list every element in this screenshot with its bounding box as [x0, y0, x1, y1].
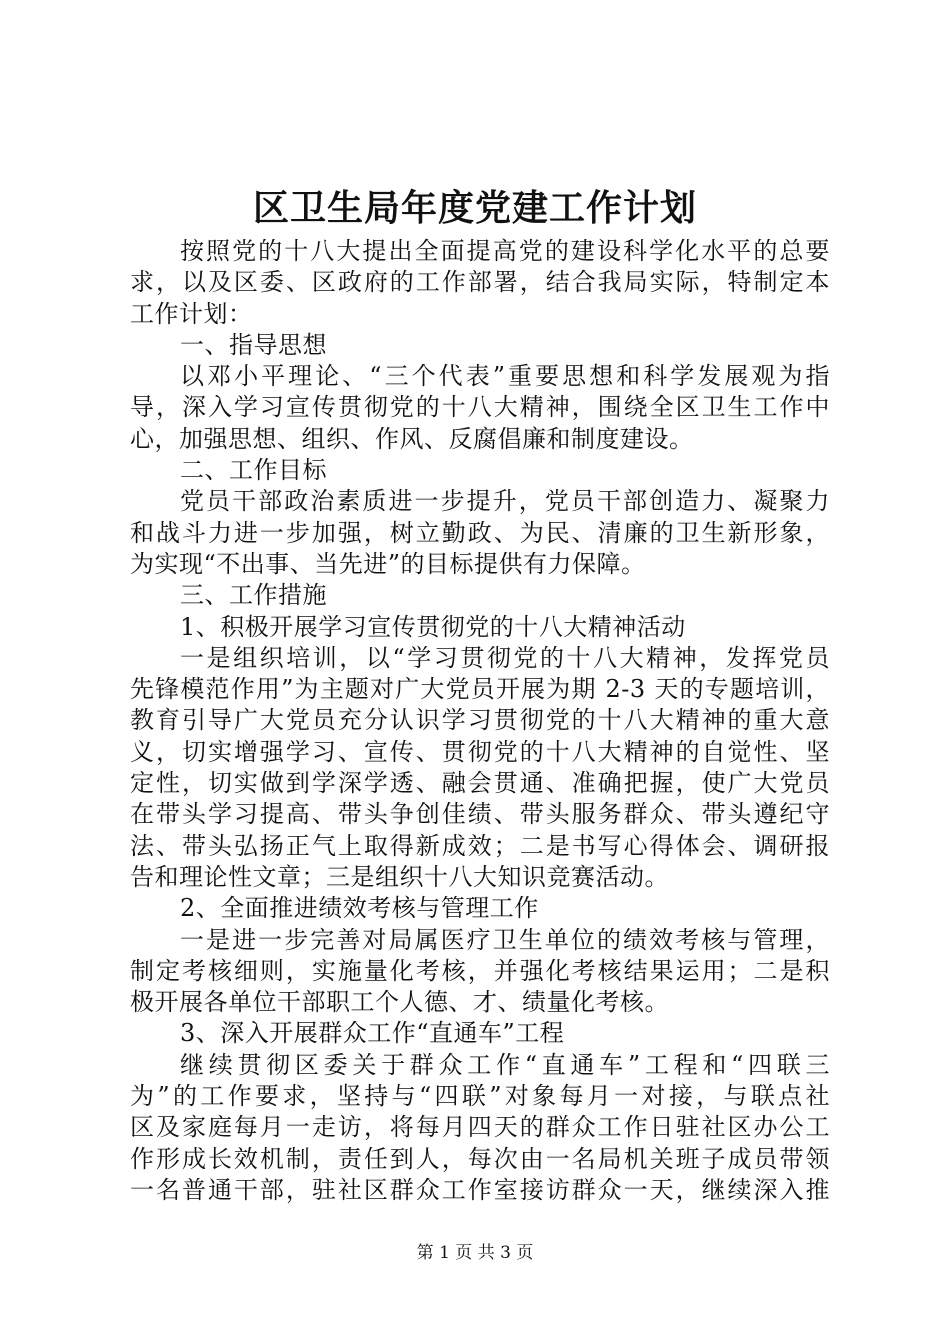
paragraph-line: 心，加强思想、组织、作风、反腐倡廉和制度建设。	[130, 424, 694, 453]
paragraph-line: 教育引导广大党员充分认识学习贯彻党的十八大精神的重大意	[130, 706, 830, 735]
paragraph-line: 工作计划：	[130, 299, 253, 328]
section-heading: 二、工作目标	[180, 456, 327, 485]
subsection-heading: 1、积极开展学习宣传贯彻党的十八大精神活动	[180, 612, 686, 641]
paragraph-line: 制定考核细则，实施量化考核，并强化考核结果运用；二是积	[130, 956, 830, 985]
paragraph-line: 告和理论性文章；三是组织十八大知识竞赛活动。	[130, 862, 669, 891]
document-body	[130, 236, 830, 1206]
subsection-heading: 2、全面推进绩效考核与管理工作	[180, 894, 539, 923]
paragraph-line: 一名普通干部，驻社区群众工作室接访群众一天，继续深入推	[130, 1175, 830, 1204]
paragraph-line: 定性，切实做到学深学透、融会贯通、准确把握，使广大党员	[130, 769, 830, 798]
paragraph-line: 极开展各单位干部职工个人德、才、绩量化考核。	[130, 988, 669, 1017]
paragraph-line: 继续贯彻区委关于群众工作“直通车”工程和“四联三	[180, 1050, 830, 1079]
paragraph-line: 导，深入学习宣传贯彻党的十八大精神，围绕全区卫生工作中	[130, 393, 830, 422]
paragraph-line: 法、带头弘扬正气上取得新成效；二是书写心得体会、调研报	[130, 831, 830, 860]
paragraph-line: 为”的工作要求，坚持与“四联”对象每月一对接，与联点社	[130, 1082, 830, 1111]
paragraph-line: 区及家庭每月一走访，将每月四天的群众工作日驻社区办公工	[130, 1113, 830, 1142]
paragraph-line: 作形成长效机制，责任到人，每次由一名局机关班子成员带领	[130, 1144, 830, 1173]
paragraph-line: 以邓小平理论、“三个代表”重要思想和科学发展观为指	[180, 362, 830, 391]
page-number-footer: 第 1 页 共 3 页	[416, 1243, 534, 1263]
section-heading: 一、指导思想	[180, 330, 327, 359]
subsection-heading: 3、深入开展群众工作“直通车”工程	[180, 1019, 565, 1048]
paragraph-line: 先锋模范作用”为主题对广大党员开展为期 2-3 天的专题培训，	[130, 675, 830, 704]
paragraph-line: 求，以及区委、区政府的工作部署，结合我局实际，特制定本	[130, 268, 830, 297]
paragraph-line: 为实现“不出事、当先进”的目标提供有力保障。	[130, 549, 646, 578]
paragraph-line: 一是组织培训，以“学习贯彻党的十八大精神，发挥党员	[180, 643, 830, 672]
paragraph-line: 党员干部政治素质进一步提升，党员干部创造力、凝聚力	[180, 487, 830, 516]
paragraph-line: 按照党的十八大提出全面提高党的建设科学化水平的总要	[180, 237, 830, 265]
paragraph-line: 在带头学习提高、带头争创佳绩、带头服务群众、带头遵纪守	[130, 800, 830, 829]
paragraph-line: 和战斗力进一步加强，树立勤政、为民、清廉的卫生新形象，	[130, 518, 830, 547]
section-heading: 三、工作措施	[180, 581, 327, 610]
paragraph-line: 义，切实增强学习、宣传、贯彻党的十八大精神的自觉性、坚	[130, 737, 830, 766]
paragraph-line: 一是进一步完善对局属医疗卫生单位的绩效考核与管理，	[180, 925, 830, 954]
document-title: 区卫生局年度党建工作计划	[252, 187, 697, 229]
